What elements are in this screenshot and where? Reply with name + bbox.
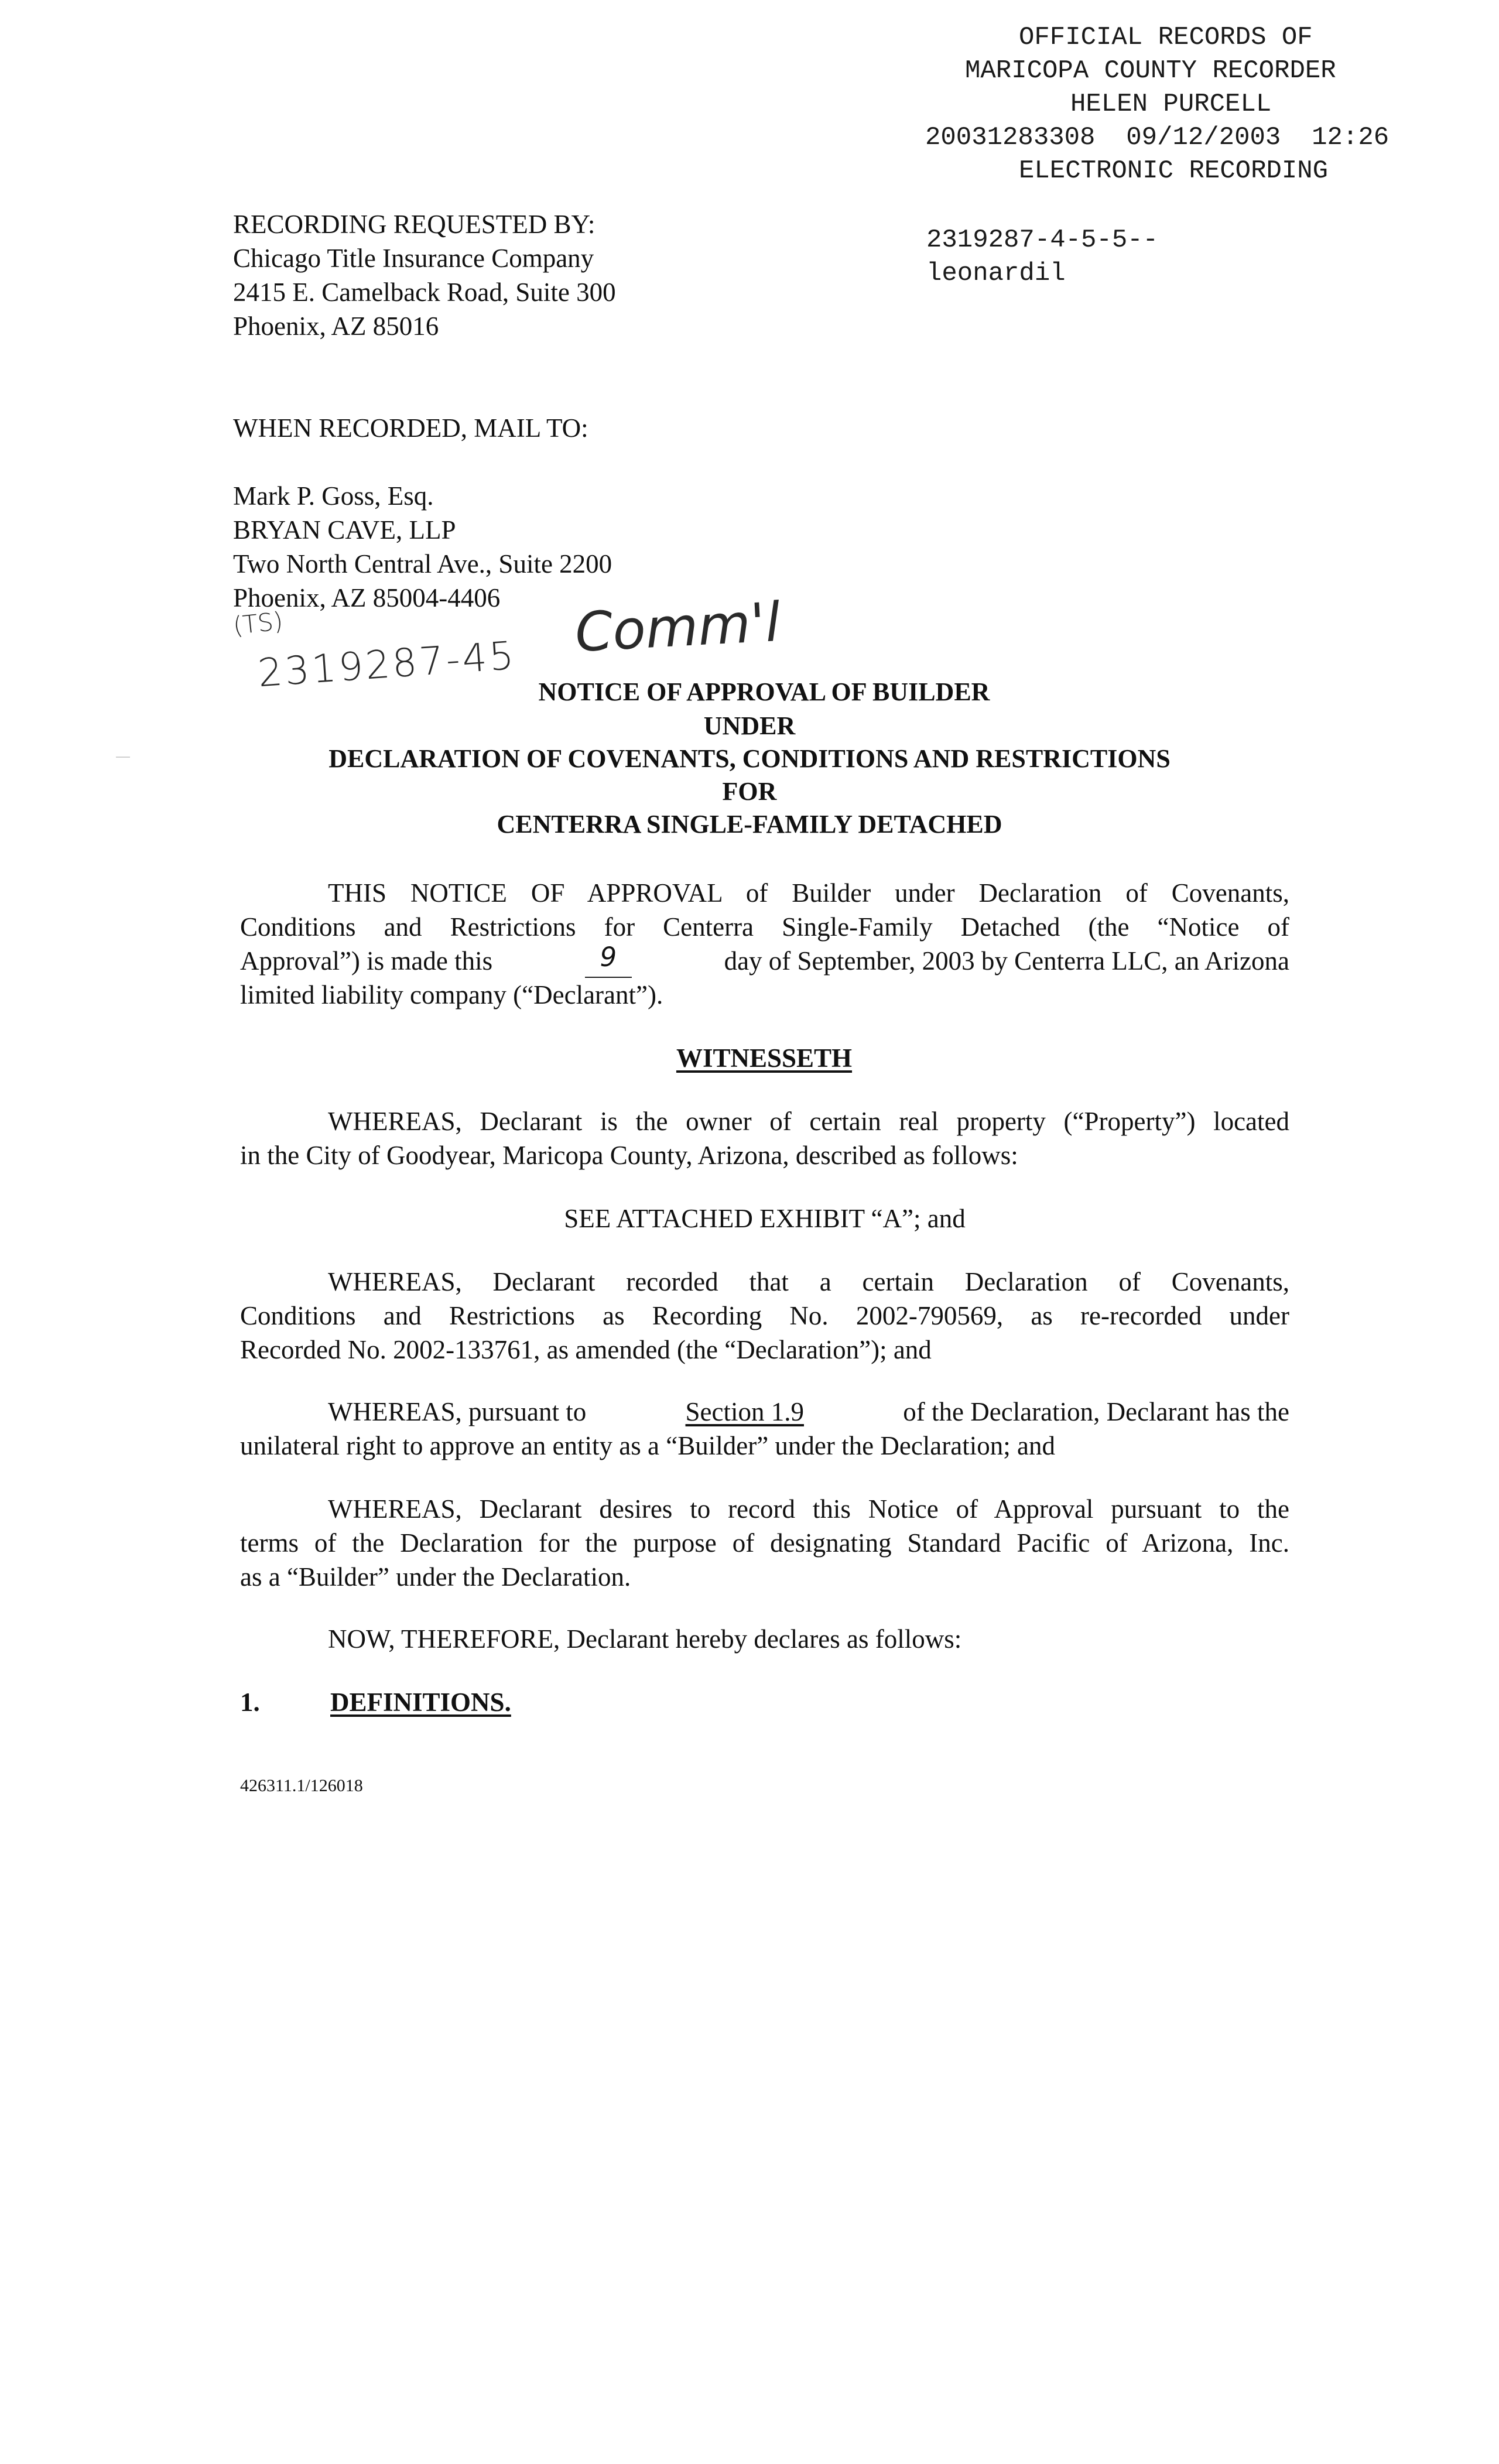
- whereas-line: in the City of Goodyear, Maricopa County, Arizona, described as follows:: [240, 1141, 1018, 1170]
- stamp-line-record-number: 20031283308 09/12/2003 12:26: [925, 123, 1390, 152]
- stamp-line: MARICOPA COUNTY RECORDER: [965, 56, 1336, 85]
- now-therefore-line: NOW, THEREFORE, Declarant hereby declares as follows:: [328, 1624, 962, 1654]
- stamp-line: HELEN PURCELL: [1070, 90, 1272, 119]
- whereas-line: Conditions and Restrictions as Recording No. 2002-790569, as re-recorded under: [240, 1301, 1289, 1330]
- mail-to-block: [233, 479, 612, 615]
- title-line: FOR: [722, 777, 777, 806]
- mail-to-line: BRYAN CAVE, LLP: [233, 515, 456, 545]
- intro-line: Conditions and Restrictions for Centerra Single-Family Detached (the “Notice of: [240, 912, 1289, 942]
- whereas-paragraph-3: [240, 1395, 1289, 1463]
- whereas-line: terms of the Declaration for the purpose of designating Standard Pacific of Arizona, Inc.: [240, 1528, 1289, 1558]
- title-line: DECLARATION OF COVENANTS, CONDITIONS AND RESTRICTIONS: [328, 744, 1171, 773]
- intro-line: THIS NOTICE OF APPROVAL of Builder under Declaration of Covenants,: [328, 878, 1289, 908]
- whereas-line: WHEREAS, Declarant is the owner of certain real property (“Property”) located: [328, 1107, 1289, 1136]
- requester-line: Chicago Title Insurance Company: [233, 244, 594, 273]
- whereas-line: unilateral right to approve an entity as a “Builder” under the Declaration; and: [240, 1431, 1055, 1460]
- section-reference: Section 1.9: [685, 1397, 804, 1426]
- whereas-paragraph-4: [240, 1492, 1289, 1594]
- title-line: CENTERRA SINGLE-FAMILY DETACHED: [497, 810, 1002, 839]
- whereas-line: WHEREAS, Declarant recorded that a certain Declaration of Covenants,: [328, 1267, 1289, 1296]
- handwritten-number: 2319287-45: [256, 632, 518, 696]
- whereas3-before: WHEREAS, pursuant to: [328, 1397, 587, 1426]
- recorder-code-line: 2319287-4-5-5--: [926, 225, 1159, 255]
- intro-date-day: 9: [585, 944, 632, 978]
- whereas-line: Recorded No. 2002-133761, as amended (the “Declaration”); and: [240, 1335, 932, 1364]
- intro-date-before: Approval”) is made this: [240, 946, 493, 976]
- mail-to-line: Mark P. Goss, Esq.: [233, 481, 434, 511]
- scan-mark: [116, 757, 130, 758]
- whereas-line: as a “Builder” under the Declaration.: [240, 1562, 631, 1592]
- handwritten-initials: (TS): [231, 606, 285, 641]
- whereas3-after: of the Declaration, Declarant has the: [903, 1397, 1289, 1426]
- mail-to-heading: WHEN RECORDED, MAIL TO:: [233, 413, 588, 443]
- recording-requested-block: [233, 207, 616, 343]
- recorder-stamp: [925, 21, 1487, 188]
- section-title: DEFINITIONS.: [330, 1688, 511, 1717]
- stamp-line: OFFICIAL RECORDS OF: [1019, 23, 1313, 52]
- whereas-paragraph-1: [240, 1104, 1289, 1172]
- mail-to-line: Phoenix, AZ 85004-4406: [233, 583, 501, 612]
- exhibit-reference: SEE ATTACHED EXHIBIT “A”; and: [564, 1204, 966, 1233]
- intro-paragraph: [240, 876, 1289, 1012]
- section-number: 1.: [240, 1688, 260, 1717]
- stamp-line: ELECTRONIC RECORDING: [1019, 156, 1329, 186]
- requester-line: 2415 E. Camelback Road, Suite 300: [233, 278, 616, 307]
- intro-date-after: day of September, 2003 by Centerra LLC, an Arizona: [724, 946, 1289, 976]
- recorder-code-line: leonardil: [926, 259, 1066, 288]
- requester-line: Phoenix, AZ 85016: [233, 312, 439, 341]
- mail-to-line: Two North Central Ave., Suite 2200: [233, 549, 612, 579]
- title-line: UNDER: [703, 711, 796, 740]
- document-footer-code: 426311.1/126018: [240, 1776, 363, 1795]
- recording-requested-heading: RECORDING REQUESTED BY:: [233, 210, 596, 239]
- witnesseth-heading: WITNESSETH: [676, 1043, 853, 1073]
- intro-line-date: [240, 944, 1289, 978]
- intro-line: limited liability company (“Declarant”).: [240, 980, 663, 1009]
- title-line: NOTICE OF APPROVAL OF BUILDER: [538, 677, 990, 706]
- recorder-code: [926, 224, 1158, 290]
- whereas-line-section: [240, 1395, 1289, 1429]
- handwritten-word: Comm'l: [573, 590, 782, 665]
- whereas-paragraph-2: [240, 1265, 1289, 1367]
- whereas-line: WHEREAS, Declarant desires to record this Notice of Approval pursuant to the: [328, 1494, 1289, 1524]
